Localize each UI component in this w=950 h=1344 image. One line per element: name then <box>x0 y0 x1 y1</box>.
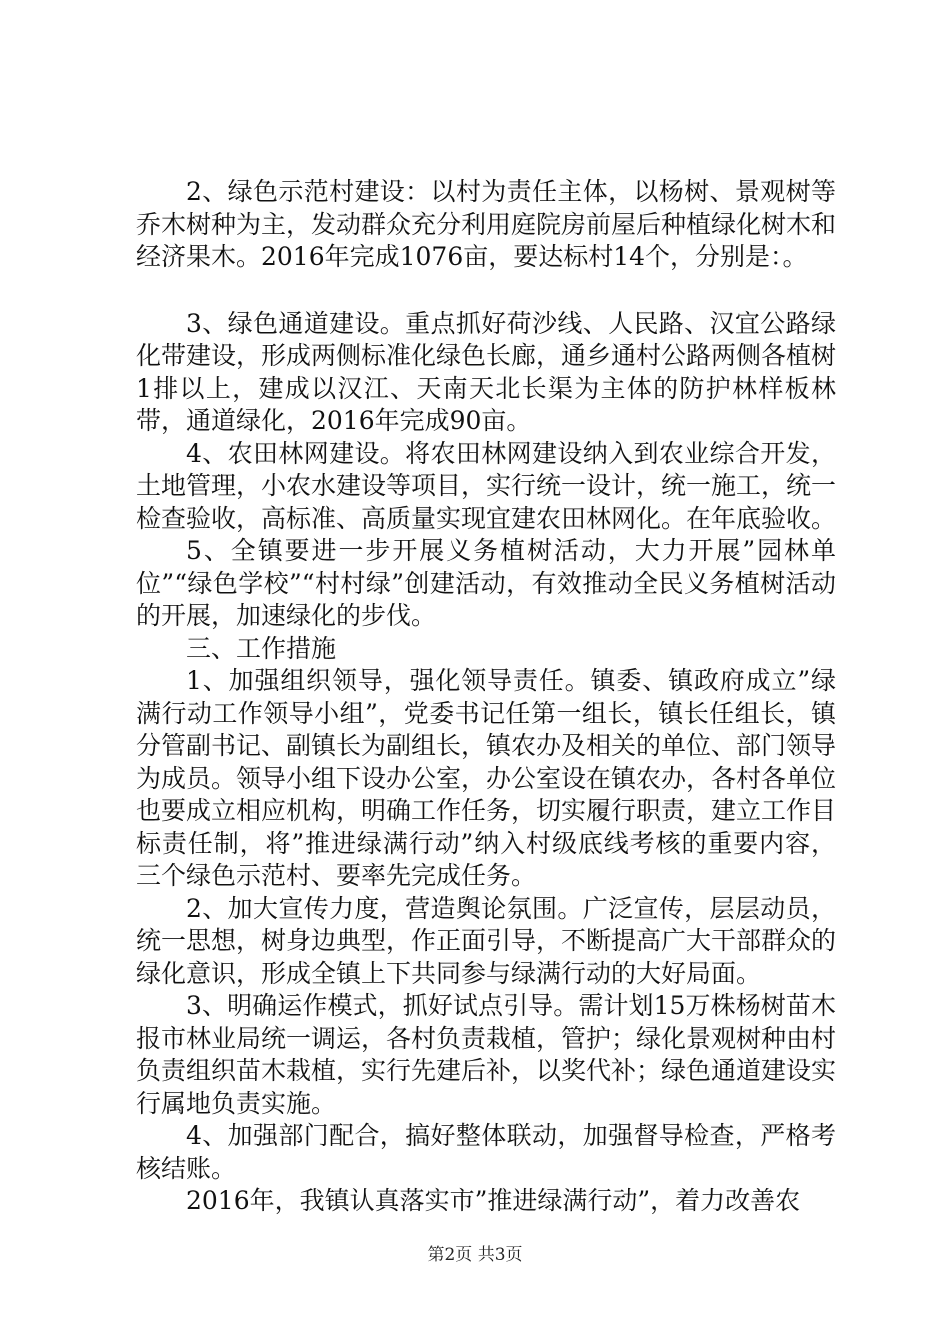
paragraph-publicity: 2、加大宣传力度，营造舆论氛围。广泛宣传，层层动员，统一思想，树身边典型，作正面引导，不断提高广大干部群众的绿化意识，形成全镇上下共同参与绿满行动的大好局面。 <box>136 893 837 988</box>
paragraph-organization-leadership: 1、加强组织领导，强化领导责任。镇委、镇政府成立”绿满行动工作领导小组”，党委书记任第一组长，镇长任组长，镇分管副书记、副镇长为副组长，镇农办及相关的单位、部门领导为成员。领导小组下设办公室，办公室设在镇农办，各村各单位也要成立相应机构，明确工作任务，切实履行职责，建立工作目标责任制，将”推进绿满行动”纳入村级底线考核的重要内容，三个绿色示范村、要率先完成任务。 <box>136 666 837 890</box>
section-heading-work-measures: 三、工作措施 <box>186 633 337 663</box>
paragraph-department-coordination: 4、加强部门配合，搞好整体联动，加强督导检查，严格考核结账。 <box>136 1121 836 1183</box>
paragraph-green-demo-village: 2、绿色示范村建设：以村为责任主体，以杨树、景观树等乔木树种为主，发动群众充分利用庭院房前屋后种植绿化树木和经济果木。2016年完成1076亩，要达标村14个，分别是：。 <box>136 177 837 271</box>
page-number-footer: 第2页 共3页 <box>427 1245 523 1265</box>
paragraph-farmland-forest-network: 4、农田林网建设。将农田林网建设纳入到农业综合开发，土地管理，小农水建设等项目，实行统一设计，统一施工，统一检查验收，高标准、高质量实现宜建农田林网化。在年底验收。 <box>136 438 837 533</box>
paragraph-green-corridor: 3、绿色通道建设。重点抓好荷沙线、人民路、汉宜公路绿化带建设，形成两侧标准化绿色长廊，通乡通村公路两侧各植树1排以上，建成以汉江、天南天北长渠为主体的防护林样板林带，通道绿化，2016年完成90亩。 <box>136 308 837 435</box>
paragraph-operation-mode: 3、明确运作模式，抓好试点引导。需计划15万株杨树苗木报市林业局统一调运，各村负责栽植，管护；绿化景观树种由村负责组织苗木栽植，实行先建后补，以奖代补；绿色通道建设实行属地负责实施。 <box>136 991 837 1118</box>
paragraph-2016-summary: 2016年，我镇认真落实市”推进绿满行动”，着力改善农 <box>186 1186 801 1215</box>
document-body <box>136 176 836 1218</box>
paragraph-voluntary-tree-planting: 5、全镇要进一步开展义务植树活动，大力开展”园林单位”“绿色学校”“村村绿”创建活动，有效推动全民义务植树活动的开展，加速绿化的步伐。 <box>136 536 836 630</box>
